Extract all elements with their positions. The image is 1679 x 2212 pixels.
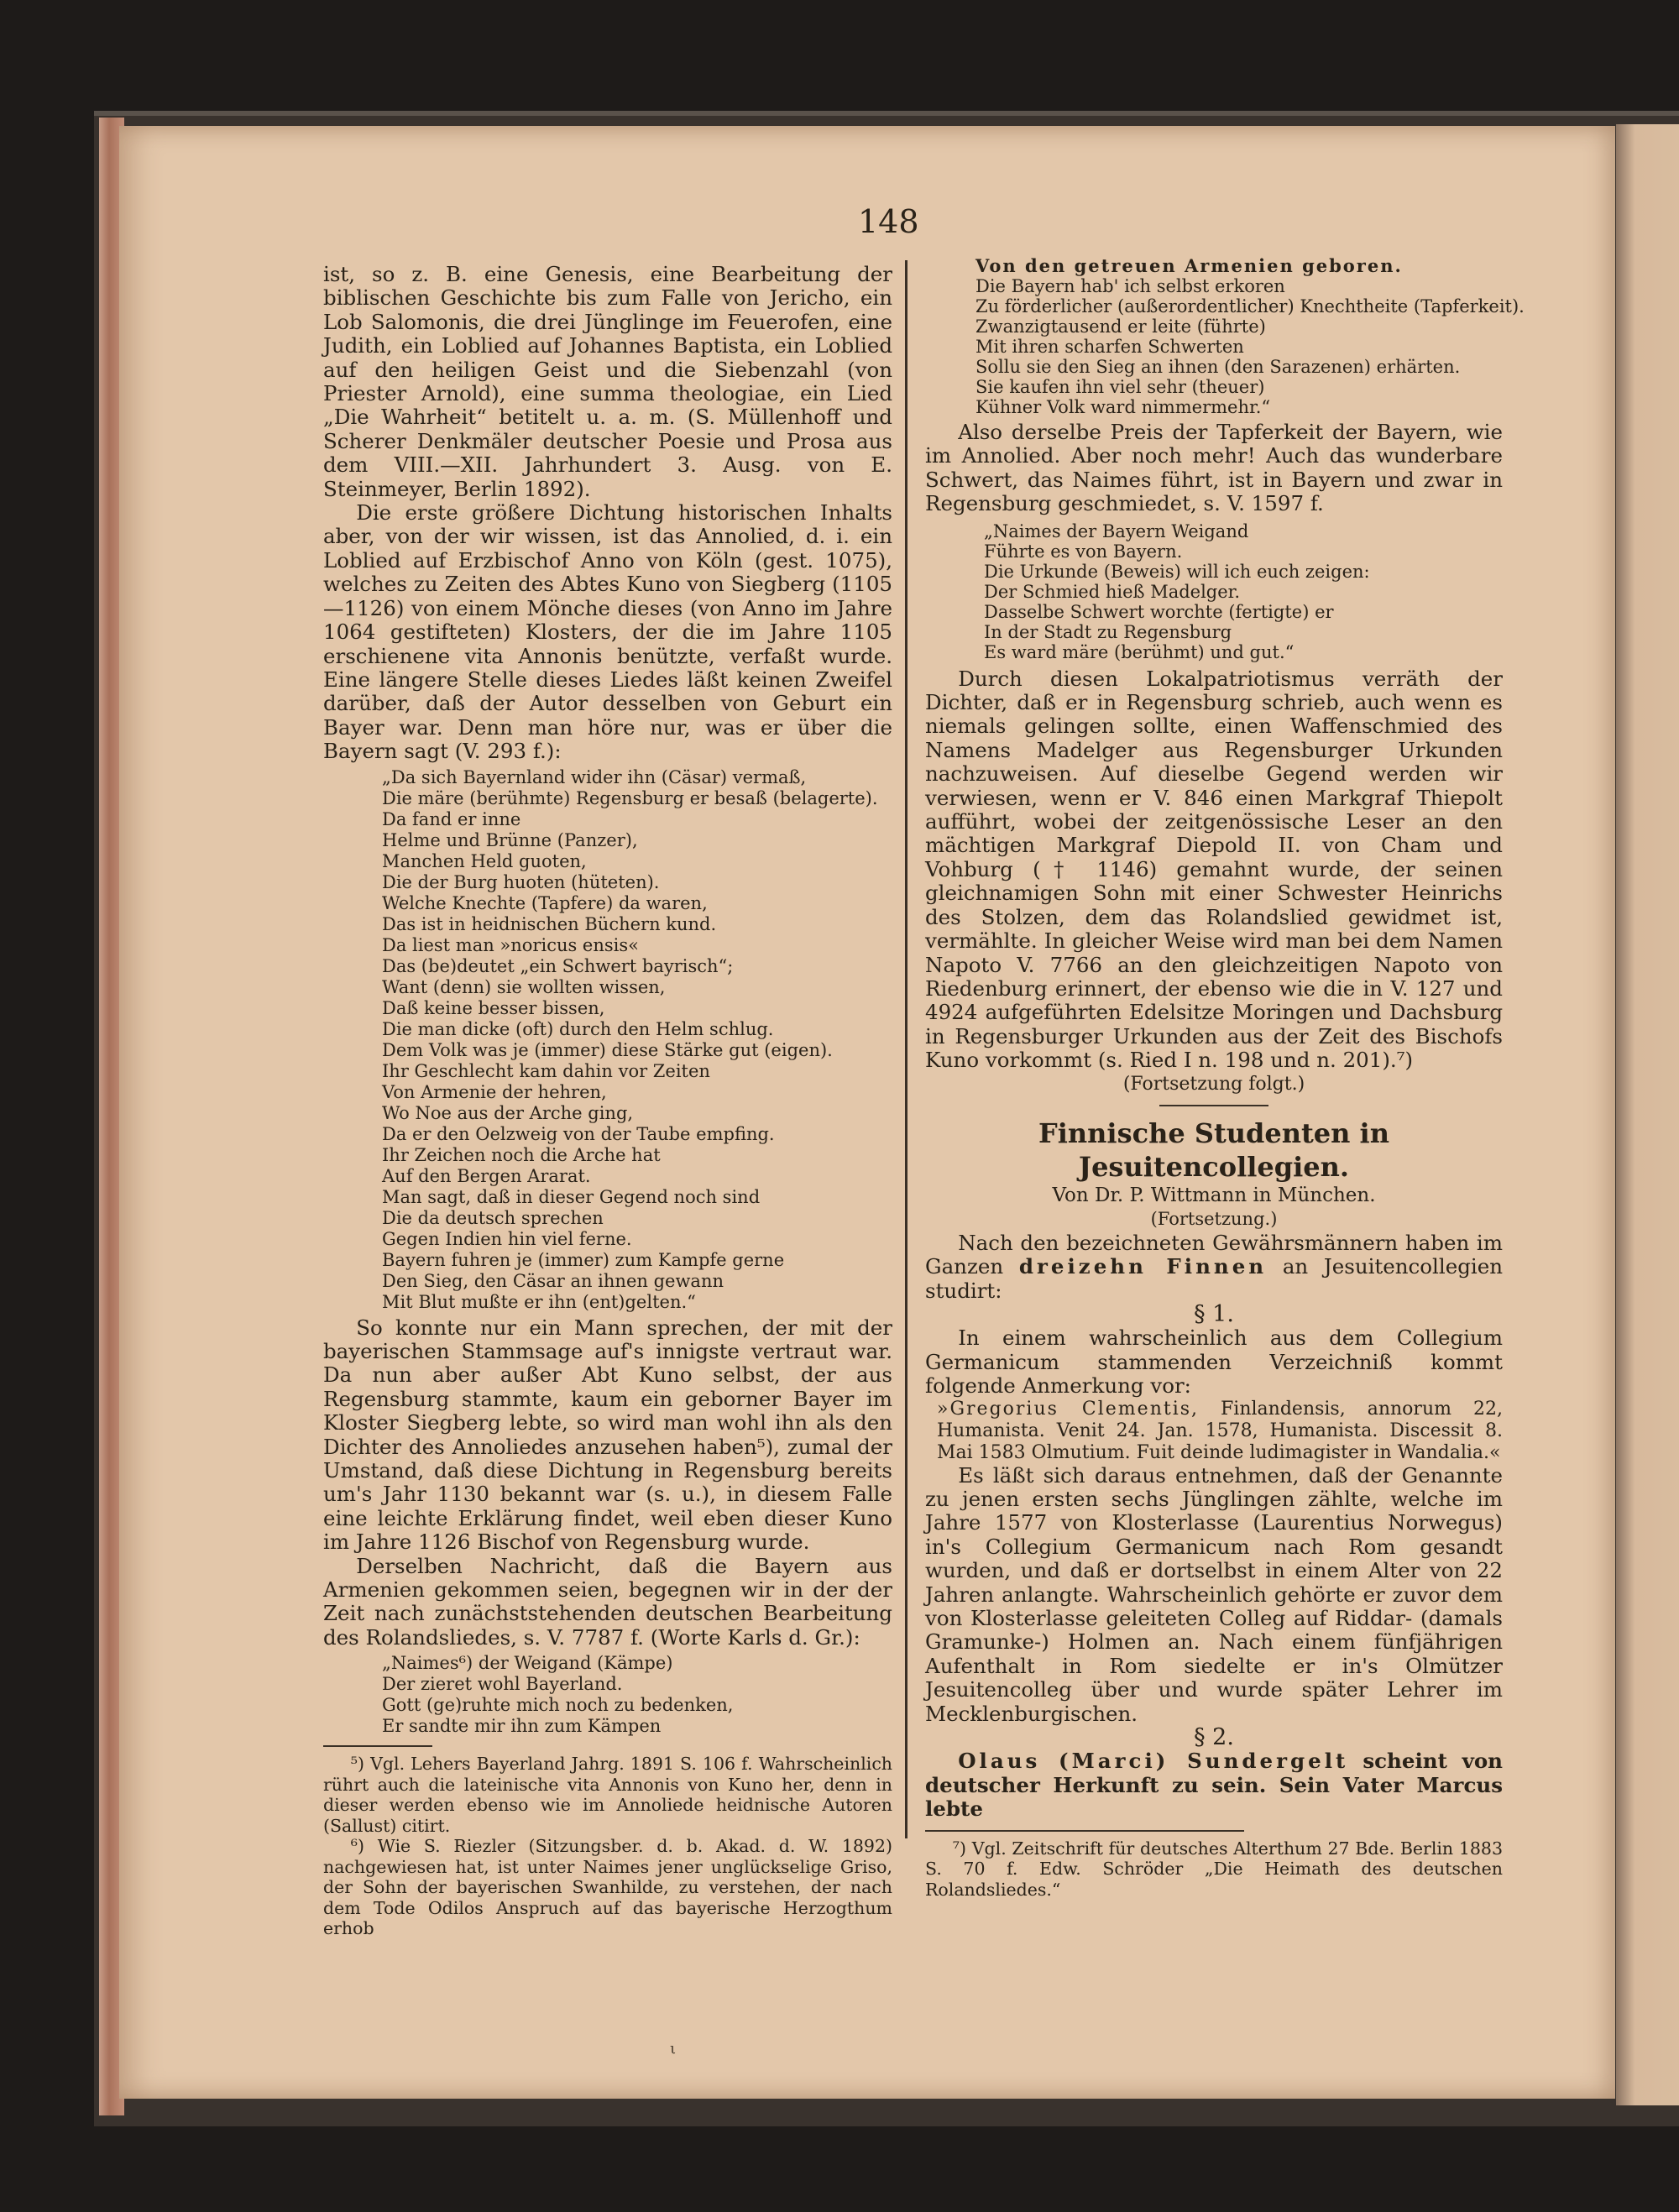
page-mark: ι — [670, 2040, 677, 2058]
verse-line: Daß keine besser bissen, — [382, 997, 605, 1018]
verse-line: Auf den Bergen Ararat. — [382, 1165, 591, 1186]
section-heading: § 1. — [1194, 1300, 1234, 1327]
verse-line: Die Urkunde (Beweis) will ich euch zeigen: — [984, 561, 1370, 582]
paragraph: Also derselbe Preis der Tapferkeit der Bayern, wie im Annolied. Aber noch mehr! Auch das wunderbare Schwert, das Naimes führt, ist in Bayern und zwar in Regensburg geschmiedet, s. V. 1597 f. — [925, 420, 1503, 516]
verse-line: Bayern fuhren je (immer) zum Kampfe gerne — [382, 1249, 785, 1270]
article-byline: Von Dr. P. Wittmann in München. — [1052, 1184, 1376, 1206]
verse-line: Zwanzigtausend er leite (führte) — [975, 316, 1266, 337]
verse-line: Die märe (berühmte) Regensburg er besaß (belagerte). — [382, 787, 878, 808]
latin-quote — [925, 1399, 1503, 1464]
verse-line: Der Schmied hieß Madelger. — [984, 581, 1241, 602]
verse-line: Sie kaufen ihn viel sehr (theuer) — [975, 377, 1265, 397]
annolied-verse — [323, 767, 892, 1313]
verse-line: Da liest man »noricus ensis« — [382, 934, 639, 955]
verse-line: Er sandte mir ihn zum Kämpen — [382, 1716, 662, 1737]
continuation-note: (Fortsetzung.) — [1150, 1209, 1278, 1230]
verse-line: Gott (ge)ruhte mich noch zu bedenken, — [382, 1695, 734, 1716]
verse-line: Welche Knechte (Tapfere) da waren, — [382, 892, 708, 913]
text-run: an Jesuitencollegien studirt: — [925, 1254, 1503, 1303]
text-run: »Gregorius Clementis, — [937, 1398, 1200, 1420]
section-heading: § 2. — [1194, 1724, 1234, 1751]
verse-line: Führte es von Bayern. — [984, 541, 1183, 562]
text-run: Nach den bezeichneten Gewährsmännern haben im Ganzen — [925, 1230, 1503, 1279]
verse-line: Mit ihren scharfen Schwerten — [975, 337, 1244, 357]
verse-line: „Naimes⁶) der Weigand (Kämpe) — [382, 1653, 673, 1674]
verse-line: Wo Noe aus der Arche ging, — [382, 1102, 634, 1123]
verse-line: Von den getreuen Armenien geboren. — [975, 255, 1403, 276]
column-divider — [905, 260, 907, 1838]
verse-line: Man sagt, daß in dieser Gegend noch sind — [382, 1186, 761, 1207]
verse-line: Dasselbe Schwert worchte (fertigte) er — [984, 601, 1334, 622]
paragraph — [925, 1232, 1503, 1303]
text-run: Finlandensis, annorum 22, Humanista. Venit 24. Jan. 1578, Humanista. Discessit 8. Mai 1583 Olmutium. Fuit deinde ludimagister in Wandalia.« — [937, 1398, 1503, 1463]
footnote-rule — [925, 1830, 1244, 1832]
article-rule — [1159, 1105, 1268, 1106]
verse-line: Helme und Brünne (Panzer), — [382, 829, 638, 850]
footnote-6: ⁶) Wie S. Riezler (Sitzungsber. d. b. Akad. d. W. 1892) nachgewiesen hat, ist unter Naimes jener unglückselige Griso, der Sohn der bayerischen Swanhilde, zu verstehen, der nach dem Tode Odilos Anspruch auf das bayerische Herzogthum erhob — [323, 1836, 892, 1939]
paragraph: Die erste größere Dichtung historischen Inhalts aber, von der wir wissen, ist das Annolied, d. i. ein Loblied auf Erzbischof Anno von Köln (gest. 1075), welches zu Zeiten des Abtes Kuno von Siegberg (1105—1126) von einem Mönche dieses (von Anno im Jahre 1064 gestifteten) Klosters, der die im Jahre 1105 erschienene vita Annonis benützte, verfaßt wurde. Eine längere Stelle dieses Liedes läßt keinen Zweifel darüber, daß der Autor desselben von Geburt ein Bayer war. Denn man höre nur, was er über die Bayern sagt (V. 293 f.): — [323, 500, 892, 764]
page-number: 148 — [858, 203, 919, 240]
verse-line: Manchen Held guoten, — [382, 850, 587, 871]
verse-line: Das (be)deutet „ein Schwert bayrisch“; — [382, 955, 734, 976]
verse-line: Die Bayern hab' ich selbst erkoren — [975, 276, 1285, 296]
verse-line: Die da deutsch sprechen — [382, 1207, 604, 1228]
emphasis: Olaus (Marci) Sundergelt — [958, 1749, 1349, 1774]
right-column — [925, 255, 1525, 1900]
verse-line: Zu förderlicher (außerordentlicher) Knechtheite (Tapferkeit). — [975, 296, 1525, 316]
rolandslied-verse — [323, 1653, 892, 1737]
verse-line: Da fand er inne — [382, 808, 521, 829]
continuation-note: (Fortsetzung folgt.) — [1122, 1073, 1305, 1095]
paragraph — [925, 1749, 1503, 1821]
rolandslied-verse-cont — [925, 255, 1525, 417]
paragraph: Derselben Nachricht, daß die Bayern aus Armenien gekommen seien, begegnen wir in der der Zeit nach zunächststehenden deutschen Bearbeitung des Rolandsliedes, s. V. 7787 f. (Worte Karls d. Gr.): — [323, 1553, 892, 1650]
left-column — [323, 263, 892, 1939]
article-title: Finnische Studenten in Jesuitencollegien. — [1038, 1116, 1389, 1183]
paragraph: In einem wahrscheinlich aus dem Collegium Germanicum stammenden Verzeichniß kommt folgende Anmerkung vor: — [925, 1326, 1503, 1399]
text-run: scheint von deutscher Herkunft zu sein. Sein Vater Marcus lebte — [925, 1749, 1503, 1822]
emphasis: dreizehn Finnen — [1018, 1254, 1268, 1279]
verse-line: Von Armenie der hehren, — [382, 1081, 607, 1102]
verse-line: Der zieret wohl Bayerland. — [382, 1674, 623, 1695]
footnote-7: ⁷) Vgl. Zeitschrift für deutsches Alterthum 27 Bde. Berlin 1883 S. 70 f. Edw. Schröder „Die Heimath des deutschen Rolandsliedes.“ — [925, 1838, 1503, 1900]
madelger-verse — [925, 521, 1503, 662]
verse-line: Es ward märe (berühmt) und gut.“ — [984, 641, 1295, 662]
paragraph: Es läßt sich daraus entnehmen, daß der Genannte zu jenen ersten sechs Jünglingen zählte, welche im Jahre 1577 von Klosterlasse (Laurentius Norwegus) in's Collegium Germanicum nach Rom gesandt wurden, und daß er dortselbst in einem Alter von 22 Jahren anlangte. Wahrscheinlich gehörte er zuvor dem von Klosterlasse geleiteten Colleg auf Riddar- (damals Gramunke-) Holmen an. Nach einem fünfjährigen Aufenthalt in Rom siedelte er in's Olmützer Jesuitencolleg über und wurde später Lehrer im Mecklenburgischen. — [925, 1462, 1503, 1726]
footnote-rule — [323, 1745, 432, 1747]
verse-line: Dem Volk was je (immer) diese Stärke gut (eigen). — [382, 1039, 833, 1060]
verse-line: Die man dicke (oft) durch den Helm schlug. — [382, 1018, 774, 1039]
footnote-5: ⁵) Vgl. Lehers Bayerland Jahrg. 1891 S. 106 f. Wahrscheinlich rührt auch die lateinische vita Annonis von Kuno her, denn in dieser werden ebenso wie im Annoliede heidnische Autoren (Sallust) citirt. — [323, 1754, 892, 1836]
verse-line: Ihr Geschlecht kam dahin vor Zeiten — [382, 1060, 710, 1081]
paragraph: So konnte nur ein Mann sprechen, der mit der bayerischen Stammsage auf's innigste vertraut war. Da nun aber außer Abt Kuno selbst, der aus Regensburg stammte, kaum ein geborner Bayer im Kloster Siegberg lebte, so wird man wohl ihn als den Dichter des Annoliedes anzusehen haben⁵), zumal der Umstand, daß diese Dichtung in Regensburg bereits um's Jahr 1130 bekannt war (s. u.), in diesem Falle eine leichte Erklärung findet, weil eben dieser Kuno im Jahre 1126 Bischof von Regensburg wurde. — [323, 1315, 892, 1555]
verse-line: Want (denn) sie wollten wissen, — [382, 976, 666, 997]
paragraph: Durch diesen Lokalpatriotismus verräth der Dichter, daß er in Regensburg schrieb, auch wenn es niemals gelingen sollte, einen Waffenschmied des Namens Madelger aus Regensburger Urkunden nachzuweisen. Auf dieselbe Gegend werden wir verwiesen, wenn er V. 846 einen Markgraf Thiepolt aufführt, wobei der zeitgenössische Leser an den mächtigen Markgraf Diepold II. von Cham und Vohburg († 1146) gemahnt wurde, der seinen gleichnamigen Sohn mit einer Schwester Heinrichs des Stolzen, dem das Rolandslied gewidmet ist, vermählte. In gleicher Weise wird man bei dem Namen Napoto V. 7766 an den gleichzeitigen Napoto von Riedenburg erinnert, der ebenso wie die in V. 127 und 4924 aufgeführten Edelsitze Moringen und Dachsburg in Regensburger Urkunden aus der Zeit des Bischofs Kuno vorkommt (s. Ried I n. 198 und n. 201).⁷) — [925, 666, 1503, 1073]
next-page-edge — [1616, 124, 1679, 2105]
verse-line: Sollu sie den Sieg an ihnen (den Sarazenen) erhärten. — [975, 357, 1461, 377]
verse-line: „Da sich Bayernland wider ihn (Cäsar) vermaß, — [382, 766, 807, 787]
verse-line: Da er den Oelzweig von der Taube empfing. — [382, 1123, 775, 1144]
verse-line: Das ist in heidnischen Büchern kund. — [382, 913, 717, 934]
verse-line: In der Stadt zu Regensburg — [984, 621, 1232, 642]
verse-line: Ihr Zeichen noch die Arche hat — [382, 1144, 661, 1165]
verse-line: Die der Burg huoten (hüteten). — [382, 871, 660, 892]
verse-line: „Naimes der Bayern Weigand — [984, 520, 1249, 541]
verse-line: Mit Blut mußte er ihn (ent)gelten.“ — [382, 1291, 696, 1312]
paragraph: ist, so z. B. eine Genesis, eine Bearbeitung der biblischen Geschichte bis zum Falle von Jericho, ein Lob Salomonis, die drei Jünglinge im Feuerofen, eine Judith, ein Loblied auf Johannes Baptista, ein Loblied auf den heiligen Geist und die Siebenzahl (von Priester Arnold), eine summa theologiae, ein Lied „Die Wahrheit“ betitelt u. a. m. (S. Müllenhoff und Scherer Denkmäler deutscher Poesie und Prosa aus dem VIII.—XII. Jahrhundert 3. Ausg. von E. Steinmeyer, Berlin 1892). — [323, 262, 892, 501]
verse-line: Den Sieg, den Cäsar an ihnen gewann — [382, 1270, 724, 1291]
verse-line: Kühner Volk ward nimmermehr.“ — [975, 397, 1271, 417]
verse-line: Gegen Indien hin viel ferne. — [382, 1228, 632, 1249]
